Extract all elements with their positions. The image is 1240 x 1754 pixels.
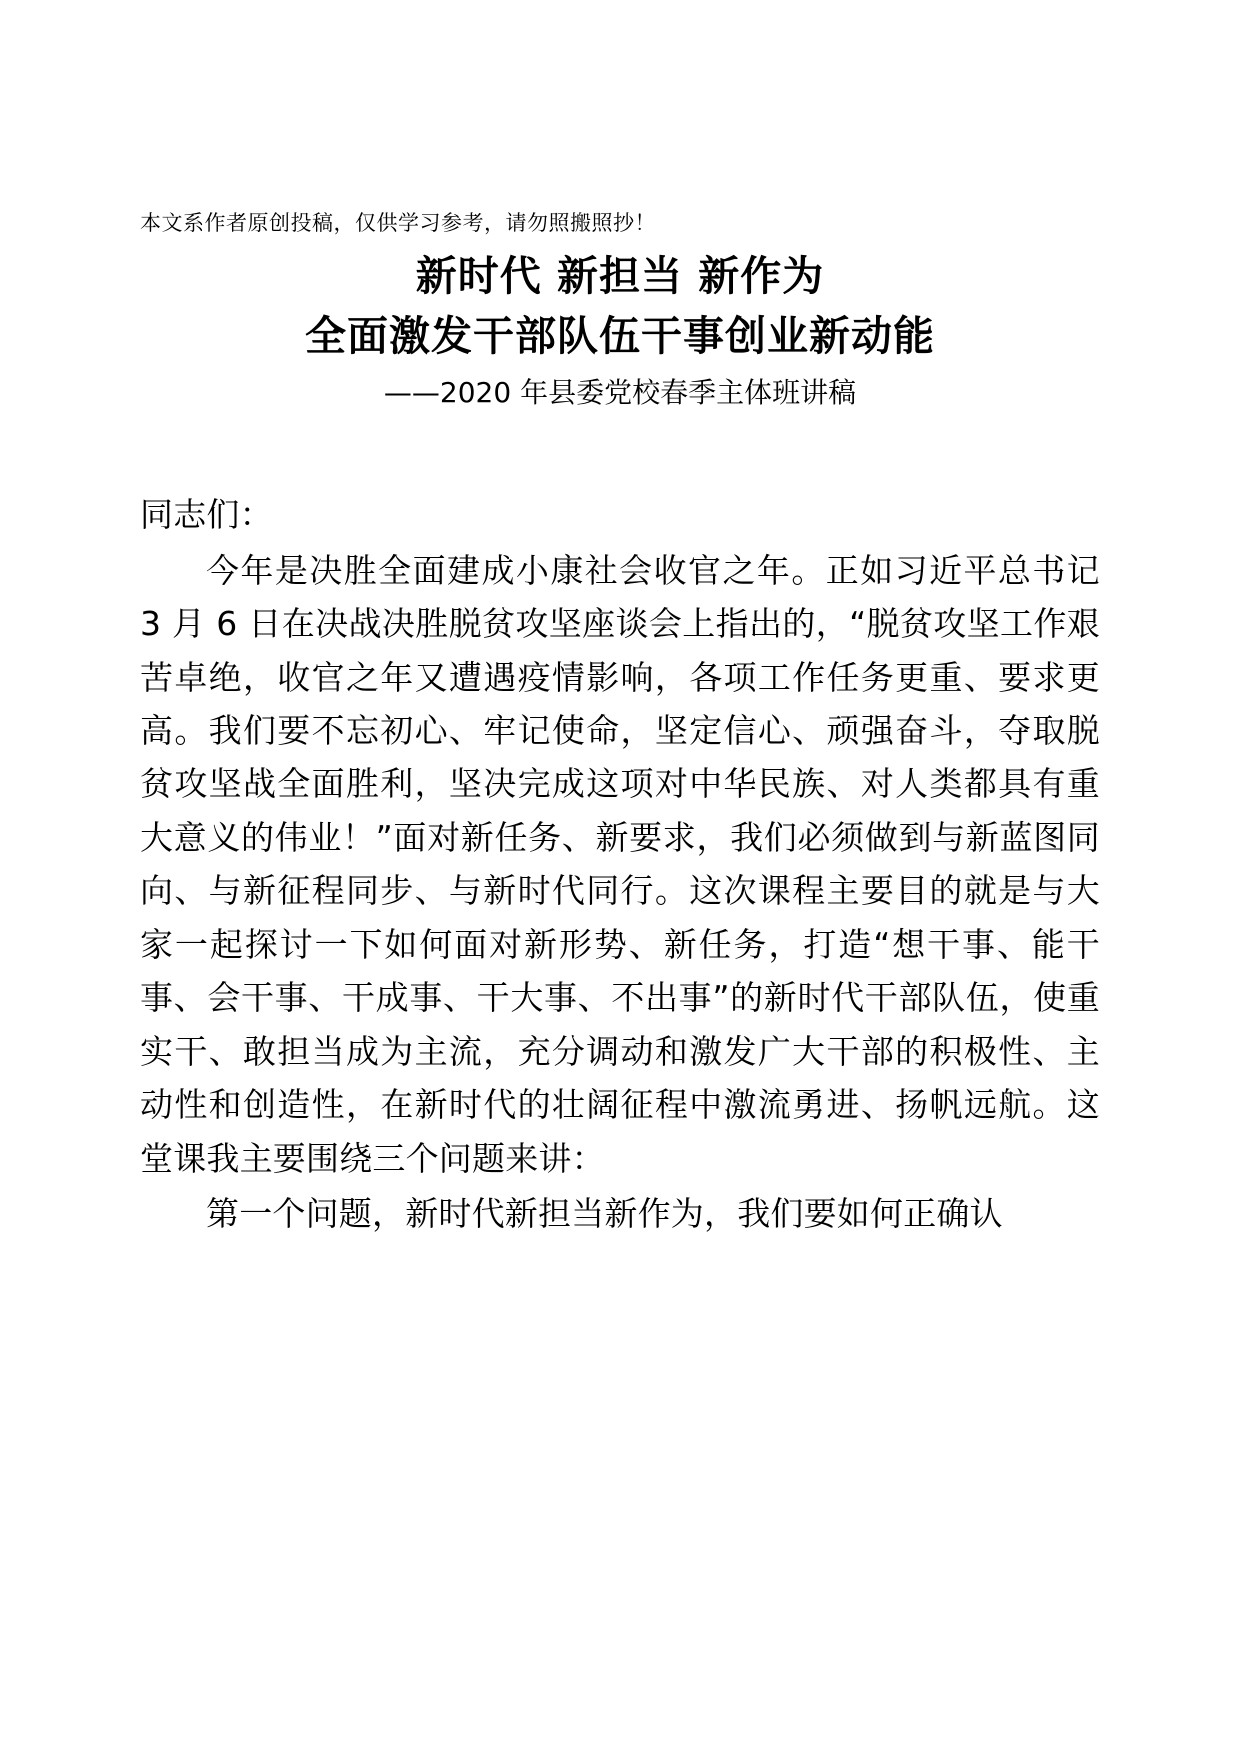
paragraph-2: 第一个问题，新时代新担当新作为，我们要如何正确认	[206, 1194, 1003, 1234]
copyright-notice: 本文系作者原创投稿，仅供学习参考，请勿照搬照抄！	[140, 211, 656, 235]
document-title-line-1: 新时代 新担当 新作为	[415, 252, 825, 301]
document-body	[140, 488, 1100, 1240]
document-subtitle: ——2020 年县委党校春季主体班讲稿	[383, 376, 857, 410]
title-block	[140, 247, 1100, 414]
paragraph-1: 今年是决胜全面建成小康社会收官之年。正如习近平总书记 3 月 6 日在决战决胜脱贫攻坚座谈会上指出的，“脱贫攻坚工作艰苦卓绝，收官之年又遭遇疫情影响，各项工作任务更重、要求更高。我们要不忘初心、牢记使命，坚定信心、顽强奋斗，夺取脱贫攻坚战全面胜利，坚决完成这项对中华民族、对人类都具有重大意义的伟业！”面对新任务、新要求，我们必须做到与新蓝图同向、与新征程同步、与新时代同行。这次课程主要目的就是与大家一起探讨一下如何面对新形势、新任务，打造“想干事、能干事、会干事、干成事、干大事、不出事”的新时代干部队伍，使重实干、敢担当成为主流，充分调动和激发广大干部的积极性、主动性和创造性，在新时代的壮阔征程中激流勇进、扬帆远航。这堂课我主要围绕三个问题来讲：	[140, 550, 1100, 1178]
salutation: 同志们：	[140, 495, 273, 535]
document-title-line-2: 全面激发干部队伍干事创业新动能	[305, 311, 935, 360]
